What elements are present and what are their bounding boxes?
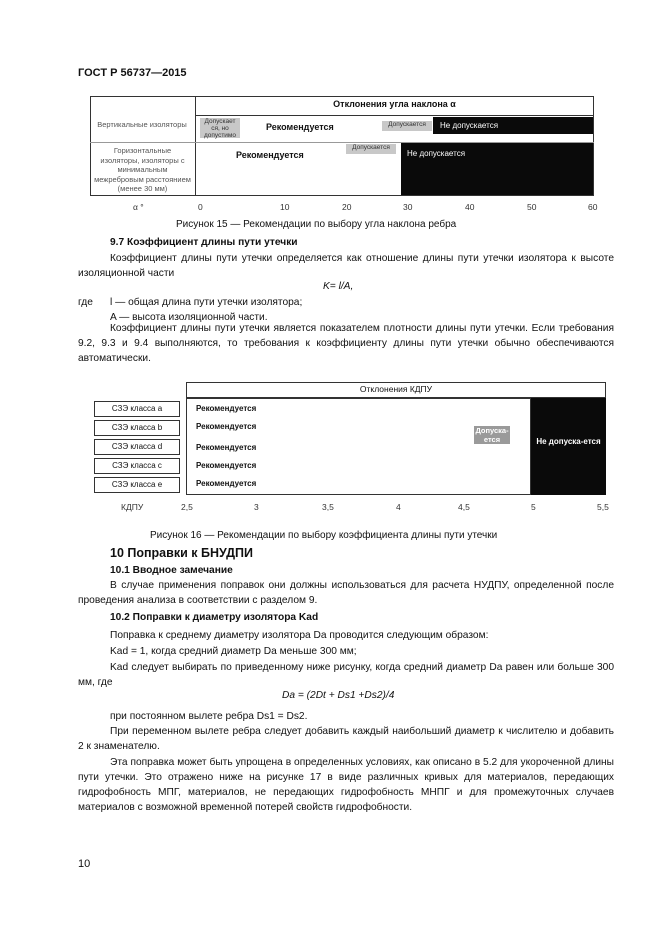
formula-da: Da = (2Dt + Ds1 +Ds2)/4 bbox=[282, 690, 395, 701]
formula-k: K= l/A, bbox=[323, 281, 354, 292]
figure-15-row2-not-allowed: Не допускается bbox=[407, 149, 466, 158]
figure-16-tick: 4,5 bbox=[458, 502, 470, 512]
figure-16-tick: 3 bbox=[254, 502, 259, 512]
section-10-2-line-2: Kad = 1, когда средний диаметр Da меньше 300 мм; bbox=[110, 646, 357, 657]
figure-16-recommended: Рекомендуется bbox=[196, 461, 257, 470]
figure-16-class-c: СЗЭ класса c bbox=[94, 458, 180, 474]
figure-15-row1-allowed-zone: Допускает ся, но допустимо bbox=[200, 118, 240, 138]
figure-15-row2-label: Горизонтальные изоляторы, изоляторы с минимальным межребровым расстоянием (менее 30 мм) bbox=[94, 146, 191, 193]
page-number: 10 bbox=[78, 858, 91, 870]
figure-15-row1-recommended: Рекомендуется bbox=[266, 122, 334, 132]
figure-16-header: Отклонения КДПУ bbox=[359, 384, 433, 394]
figure-16-axis-label: КДПУ bbox=[121, 502, 144, 512]
figure-16-caption: Рисунок 16 — Рекомендации по выбору коэффициента длины пути утечки bbox=[150, 530, 498, 541]
document-header: ГОСТ Р 56737—2015 bbox=[78, 67, 187, 79]
figure-15-divider bbox=[195, 96, 196, 196]
figure-15-tick: 40 bbox=[465, 202, 475, 212]
figure-15-row1-allowed: Допускается bbox=[382, 121, 432, 131]
figure-15-row1-label: Вертикальные изоляторы bbox=[97, 120, 187, 129]
definition-l: l — общая длина пути утечки изолятора; bbox=[110, 297, 303, 308]
section-10-2-line-1: Поправка к среднему диаметру изолятора Da проводится следующим образом: bbox=[110, 630, 489, 641]
where-label: где bbox=[78, 297, 93, 308]
figure-16-not-allowed: Не допуска-ется bbox=[536, 437, 601, 446]
section-10-2-line-4: при постоянном вылете ребра Ds1 = Ds2. bbox=[110, 711, 308, 722]
section-10-1-paragraph: В случае применения поправок они должны использоваться для расчета НУДПУ, определенной после проведения анализа в соответствии с разделом 9. bbox=[78, 580, 614, 606]
section-9-7-heading: 9.7 Коэффициент длины пути утечки bbox=[110, 237, 298, 248]
figure-16-recommended: Рекомендуется bbox=[196, 479, 257, 488]
figure-16-tick: 5,5 bbox=[597, 502, 609, 512]
figure-16-tick: 4 bbox=[396, 502, 401, 512]
figure-15-row2-recommended: Рекомендуется bbox=[236, 150, 304, 160]
figure-15-tick: 30 bbox=[403, 202, 413, 212]
figure-16-tick: 2,5 bbox=[181, 502, 193, 512]
figure-15-row2-allowed: Допускается bbox=[346, 144, 396, 154]
figure-16-recommended: Рекомендуется bbox=[196, 422, 257, 431]
section-10-2-line-5: При переменном вылете ребра следует добавить каждый наибольший диаметр к числителю и добавить 2 к знаменателю. bbox=[78, 726, 614, 752]
figure-16-class-d: СЗЭ класса d bbox=[94, 439, 180, 455]
definition-a: A — высота изоляционной части. bbox=[110, 312, 268, 323]
section-10-2-heading: 10.2 Поправки к диаметру изолятора Kad bbox=[110, 612, 319, 623]
figure-15-tick: 60 bbox=[588, 202, 598, 212]
figure-15-caption: Рисунок 15 — Рекомендации по выбору угла наклона ребра bbox=[176, 219, 457, 230]
section-9-7-paragraph-1: Коэффициент длины пути утечки определяется как отношение длины пути утечки изолятора к высоте изоляционной части bbox=[78, 253, 614, 279]
section-10-2-line-3: Kad следует выбирать по приведенному ниже рисунку, когда средний диаметр Da равен или больше 300 мм, где bbox=[78, 662, 614, 688]
section-9-7-paragraph-2: Коэффициент длины пути утечки является показателем плотности длины пути утечки. Если требования 9.2, 9.3 и 9.4 выполняются, то требования к коэффициенту длины пути утечки обычно обеспечиваются автоматически. bbox=[78, 323, 614, 364]
figure-16-tick: 5 bbox=[531, 502, 536, 512]
figure-16-recommended: Рекомендуется bbox=[196, 404, 257, 413]
figure-15-header: Отклонения угла наклона α bbox=[333, 99, 456, 109]
section-10-heading: 10 Поправки к БНУДПИ bbox=[110, 546, 253, 560]
figure-16-recommended: Рекомендуется bbox=[196, 443, 257, 452]
figure-16-class-e: СЗЭ класса e bbox=[94, 477, 180, 493]
figure-16-allowed: Допуска-ется bbox=[475, 426, 509, 444]
figure-16-tick: 3,5 bbox=[322, 502, 334, 512]
figure-16-class-a: СЗЭ класса a bbox=[94, 401, 180, 417]
figure-15-tick: 0 bbox=[198, 202, 203, 212]
figure-15-axis-label: α ° bbox=[133, 202, 144, 212]
section-10-2-line-6: Эта поправка может быть упрощена в определенных условиях, как описано в 5.2 для укороченной длины пути утечки. Это отражено ниже на рисунке 17 в виде различных кривых для материалов, передающих гидрофобность МПГ, материалов, не передающих гидрофобность МНПГ и для промежуточных случаев материалов с возможной временной потерей свойств гидрофобности. bbox=[78, 757, 614, 813]
section-10-1-heading: 10.1 Вводное замечание bbox=[110, 565, 233, 576]
figure-15-tick: 10 bbox=[280, 202, 290, 212]
figure-15-tick: 50 bbox=[527, 202, 537, 212]
figure-16-class-b: СЗЭ класса b bbox=[94, 420, 180, 436]
figure-15-tick: 20 bbox=[342, 202, 352, 212]
figure-15-row1-not-allowed: Не допускается bbox=[440, 121, 499, 130]
